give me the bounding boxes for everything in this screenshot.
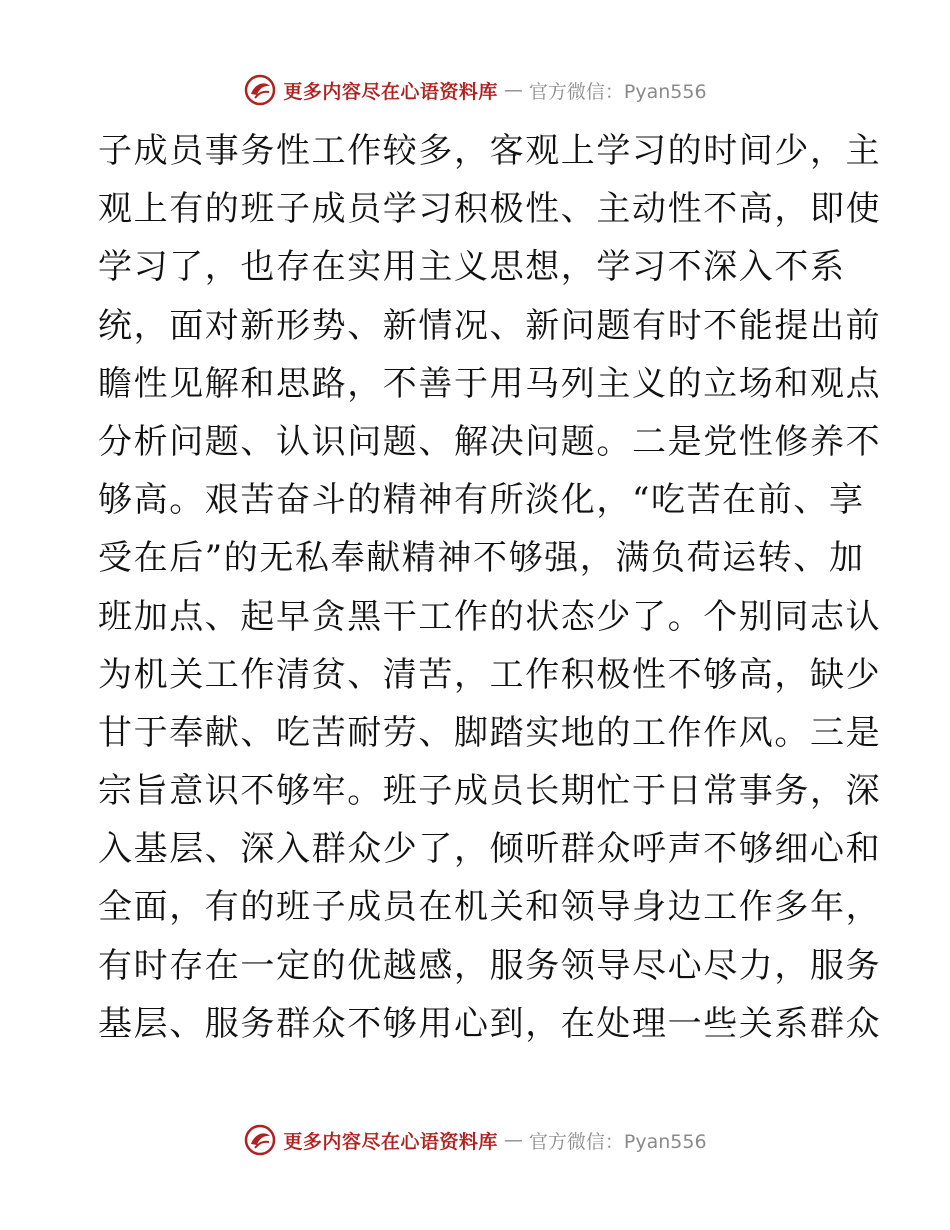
body-line: 全面，有的班子成员在机关和领导身边工作多年， bbox=[98, 887, 882, 928]
body-line: 班加点、起早贪黑干工作的状态少了。个别同志认 bbox=[98, 596, 882, 637]
body-line: 学习了，也存在实用主义思想，学习不深入不系 bbox=[98, 247, 846, 288]
body-line: 宗旨意识不够牢。班子成员长期忙于日常事务，深 bbox=[98, 771, 882, 812]
red-swirl-logo-icon bbox=[243, 1123, 277, 1157]
footer-watermark-text: 更多内容尽在心语资料库 bbox=[283, 1130, 498, 1153]
header-contact-text: 官方微信：Pyan556 bbox=[528, 80, 707, 103]
header-watermark-text: 更多内容尽在心语资料库 bbox=[283, 80, 498, 103]
body-line: 受在后”的无私奉献精神不够强，满负荷运转、加 bbox=[98, 538, 865, 579]
body-line: 统，面对新形势、新情况、新问题有时不能提出前 bbox=[98, 305, 882, 346]
body-line: 够高。艰苦奋斗的精神有所淡化，“吃苦在前、享 bbox=[98, 480, 865, 521]
body-line: 分析问题、认识问题、解决问题。二是党性修养不 bbox=[98, 421, 882, 462]
body-line: 有时存在一定的优越感，服务领导尽心尽力，服务 bbox=[98, 945, 882, 986]
footer-contact-text: 官方微信：Pyan556 bbox=[528, 1130, 707, 1153]
header-separator: — bbox=[503, 79, 523, 101]
body-line: 入基层、深入群众少了，倾听群众呼声不够细心和 bbox=[98, 829, 882, 870]
header-watermark bbox=[0, 70, 950, 110]
body-line: 为机关工作清贫、清苦，工作积极性不够高，缺少 bbox=[98, 654, 882, 695]
body-line: 甘于奉献、吃苦耐劳、脚踏实地的工作作风。三是 bbox=[98, 712, 882, 753]
body-line: 子成员事务性工作较多，客观上学习的时间少，主 bbox=[98, 131, 882, 171]
footer-watermark bbox=[0, 1120, 950, 1160]
footer-separator: — bbox=[503, 1129, 523, 1151]
document-body bbox=[98, 122, 882, 1053]
body-line: 基层、服务群众不够用心到，在处理一些关系群众 bbox=[98, 1003, 882, 1044]
red-swirl-logo-icon bbox=[243, 73, 277, 107]
body-line: 瞻性见解和思路，不善于用马列主义的立场和观点 bbox=[98, 363, 882, 404]
body-line: 观上有的班子成员学习积极性、主动性不高，即使 bbox=[98, 189, 882, 230]
